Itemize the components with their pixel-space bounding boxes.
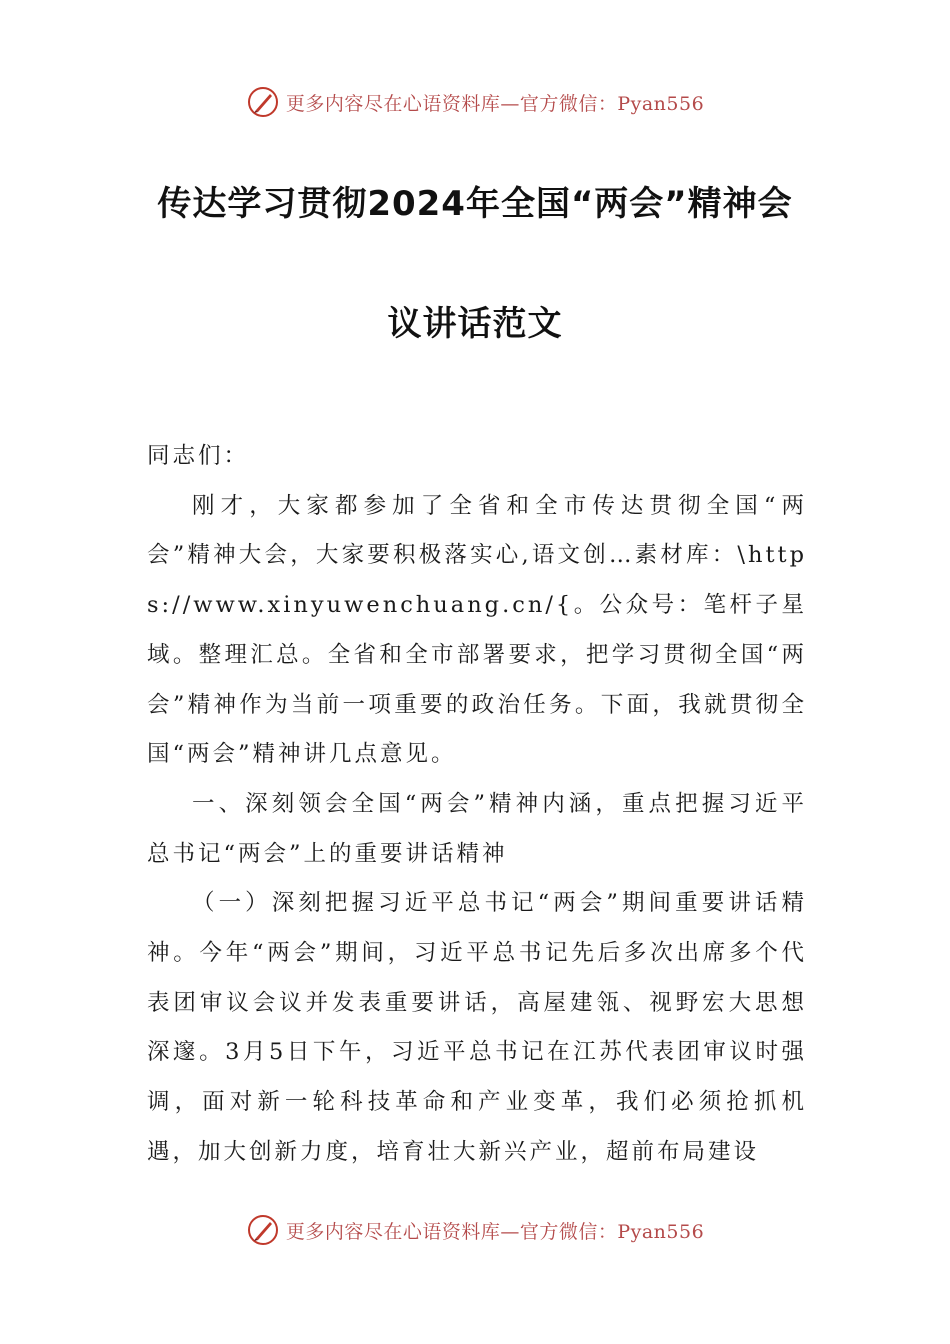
header-banner bbox=[0, 82, 950, 122]
salutation: 同志们： bbox=[147, 443, 250, 469]
document-title-line-2: 议讲话范文 bbox=[387, 304, 563, 344]
quill-logo-icon bbox=[246, 1213, 280, 1247]
document-body bbox=[147, 432, 807, 1178]
footer-banner bbox=[0, 1210, 950, 1250]
document-title-line-1: 传达学习贯彻2024年全国“两会”精神会 bbox=[157, 184, 793, 224]
header-banner-text: 更多内容尽在心语资料库—官方微信：Pyan556 bbox=[285, 92, 705, 115]
section-heading: 一、深刻领会全国“两会”精神内涵，重点把握习近平总书记“两会”上的重要讲话精神 bbox=[147, 790, 807, 867]
quill-logo-icon bbox=[246, 85, 280, 119]
footer-banner-text: 更多内容尽在心语资料库—官方微信：Pyan556 bbox=[285, 1220, 705, 1243]
paragraph: 刚才，大家都参加了全省和全市传达贯彻全国“两会”精神大会，大家要积极落实心,语文创…素材库：\https://www.xinyuwenchuang.cn/{。公众号：笔杆子星域。整理汇总。全省和全市部署要求，把学习贯彻全国“两会”精神作为当前一项重要的政治任务。下面，我就贯彻全国“两会”精神讲几点意见。 bbox=[147, 492, 807, 768]
paragraph: （一）深刻把握习近平总书记“两会”期间重要讲话精神。今年“两会”期间，习近平总书记先后多次出席多个代表团审议会议并发表重要讲话，高屋建瓴、视野宏大思想深邃。3月5日下午，习近平总书记在江苏代表团审议时强调，面对新一轮科技革命和产业变革，我们必须抢抓机遇，加大创新力度，培育壮大新兴产业，超前布局建设 bbox=[147, 890, 807, 1165]
